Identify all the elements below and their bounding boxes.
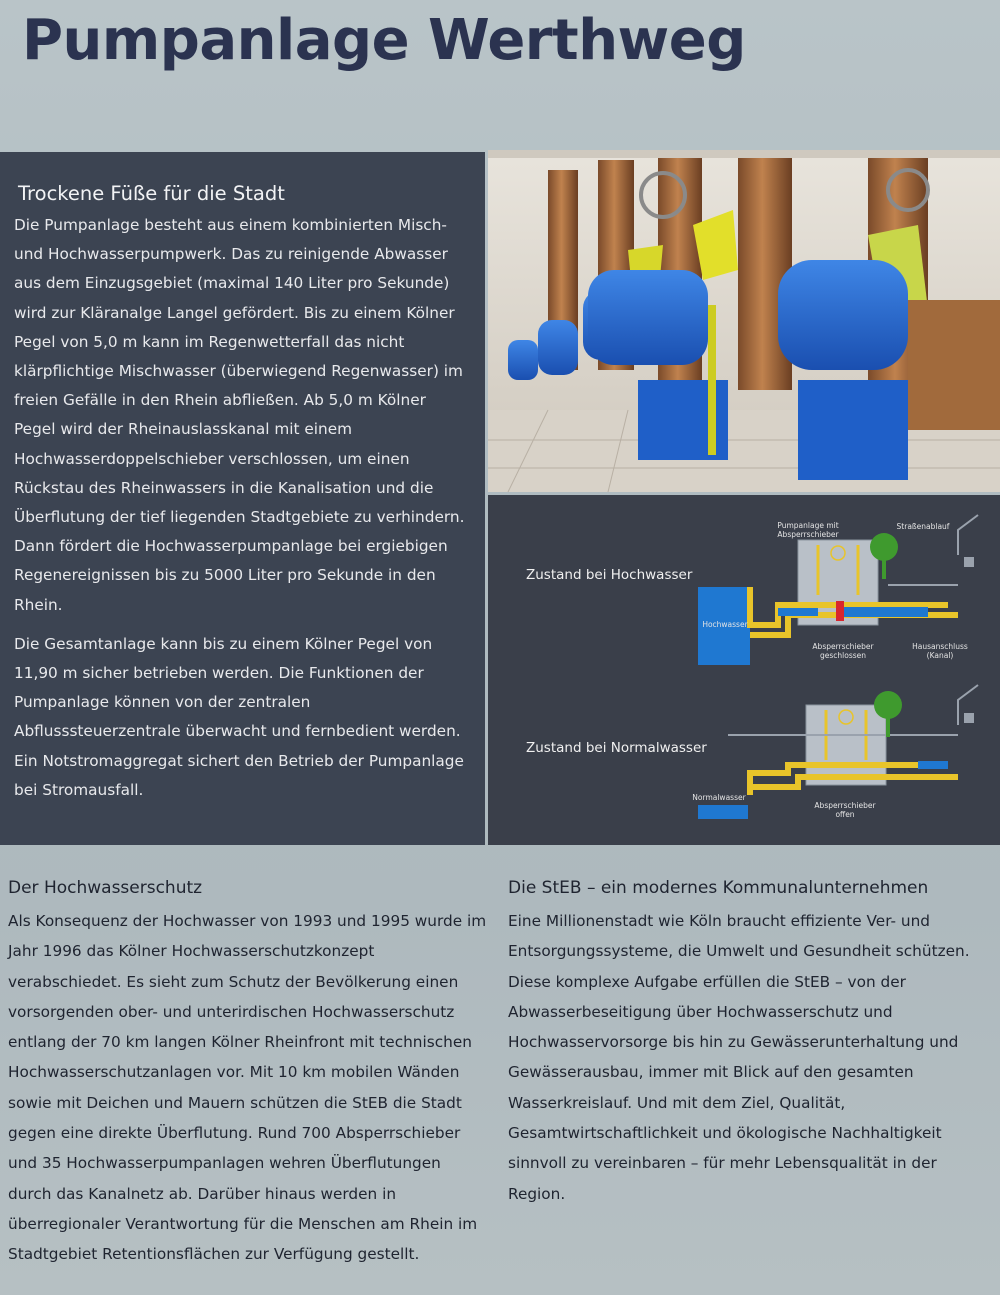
steb-heading: Die StEB – ein modernes Kommunalunternehmen [508, 878, 929, 898]
label-hausanschluss: Hausanschluss (Kanal) [912, 642, 968, 660]
intro-heading: Trockene Füße für die Stadt [18, 182, 285, 205]
steb-text: Eine Millionenstadt wie Köln braucht effiziente Ver- und Entsorgungssysteme, die Umwelt und Gesundheit schützen. Diese komplexe Aufgabe erfüllen die StEB – von der Abwasserbeseitigung über Hochwasserschutz und Hochwasservorsorge bis hin zu Gewässerunterhaltung und Gewässerausbau, immer mit Blick auf den gesamten Wasserkreislauf. Und mit dem Ziel, Qualität, Gesamtwirtschaftlichkeit und ökologische Nachhaltigkeit sinnvoll zu vereinbaren – für mehr Lebensqualität in der Region. [508, 912, 970, 1203]
intro-paragraph-2: Die Gesamtanlage kann bis zu einem Kölner Pegel von 11,90 m sicher betrieben werden. Die Funktionen der Pumpanlage können von der zentralen Abflusssteuerzentrale überwacht und fernbedient werden. Ein Notstromaggregat sichert den Betrieb der Pumpanlage bei Stromausfall. [14, 634, 464, 799]
pump-hall-illustration [488, 150, 1000, 492]
label-pumpanlage: Pumpanlage mit Absperrschieber [777, 521, 839, 539]
label-absperrschieber-offen: Absperrschieber offen [814, 801, 876, 819]
intro-panel [0, 152, 485, 845]
label-strassenablauf: Straßenablauf [896, 522, 950, 531]
label-absperrschieber-geschlossen: Absperrschieber geschlossen [812, 642, 874, 660]
flood-state-diagram [488, 495, 1000, 845]
page-title: Pumpanlage Werthweg [22, 8, 746, 73]
flood-protection-heading: Der Hochwasserschutz [8, 878, 203, 898]
label-hochwasser: Hochwasser [702, 620, 748, 629]
state-label-high: Zustand bei Hochwasser [526, 567, 693, 583]
steb-section [508, 878, 978, 1209]
flood-protection-section [8, 878, 488, 1270]
flood-protection-text: Als Konsequenz der Hochwasser von 1993 und 1995 wurde im Jahr 1996 das Kölner Hochwasserschutzkonzept verabschiedet. Es sieht zum Schutz der Bevölkerung einen vorsorgenden ober- und unterirdischen Hochwasserschutz entlang der 70 km langen Kölner Rheinfront mit technischen Hochwasserschutzanlagen vor. Mit 10 km mobilen Wänden sowie mit Deichen und Mauern schützen die StEB die Stadt gegen eine direkte Überflutung. Rund 700 Absperrschieber und 35 Hochwasserpumpanlagen wehren Überflutungen durch das Kanalnetz ab. Darüber hinaus werden in überregionaler Verantwortung für die Menschen am Rhein im Stadtgebiet Retentionsflächen zur Verfügung gestellt. [8, 912, 487, 1264]
state-label-normal: Zustand bei Normalwasser [526, 740, 707, 756]
label-normalwasser: Normalwasser [692, 793, 746, 802]
intro-paragraph-1: Die Pumpanlage besteht aus einem kombinierten Misch- und Hochwasserpumpwerk. Das zu reinigende Abwasser aus dem Einzugsgebiet (maximal 140 Liter pro Sekunde) wird zur Kläranalge Langel gefördert. Bis zu einem Kölner Pegel von 5,0 m kann im Regenwetterfall das nicht klärpflichtige Mischwasser (überwiegend Regenwasser) im freien Gefälle in den Rhein abfließen. Ab 5,0 m Kölner Pegel wird der Rheinauslasskanal mit einem Hochwasserdoppelschieber verschlossen, um einen Rückstau des Rheinwassers in die Kanalisation und die Überflutung der tief liegenden Stadtgebiete zu verhindern. Dann fördert die Hochwasserpumpanlage bei ergiebigen Regenereignissen bis zu 5000 Liter pro Sekunde in den Rhein. [14, 216, 465, 614]
pump-hall-photo [488, 150, 1000, 492]
